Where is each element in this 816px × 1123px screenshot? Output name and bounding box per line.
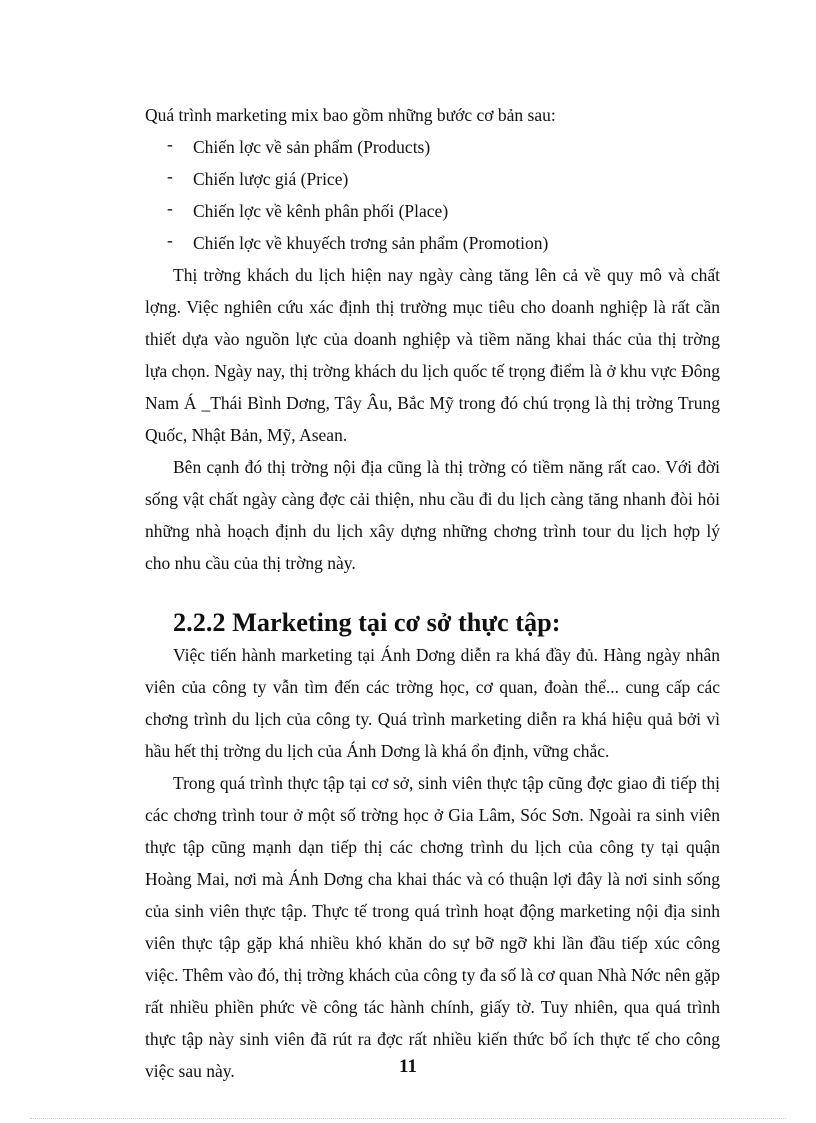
list-item-text: Chiến lợc về kênh phân phối (Place) xyxy=(193,201,449,221)
bullet-dash: - xyxy=(167,134,173,154)
list-item xyxy=(145,163,720,195)
paragraph-internship: Trong quá trình thực tập tại cơ sở, sinh viên thực tập cũng đợc giao đi tiếp thị các chơng trình tour ở một số trờng học ở Gia Lâm, Sóc Sơn. Ngoài ra sinh viên thực tập cũng mạnh dạn tiếp thị các chơng trình du lịch của công ty tại quận Hoàng Mai, nơi mà Ánh Dơng cha khai thác và có thuận lợi đây là nơi sinh sống của sinh viên thực tập. Thực tế trong quá trình hoạt động marketing nội địa sinh viên thực tập gặp khá nhiều khó khăn do sự bỡ ngỡ khi lần đầu tiếp xúc công việc. Thêm vào đó, thị trờng khách của công ty đa số là cơ quan Nhà Nớc nên gặp rất nhiều phiền phức về công tác hành chính, giấy tờ. Tuy nhiên, qua quá trình thực tập này sinh viên đã rút ra đợc rất nhiều kiến thức bổ ích thực tế cho công việc sau này. xyxy=(145,773,720,1081)
list-item xyxy=(145,131,720,163)
paragraph-marketing-practice: Việc tiến hành marketing tại Ánh Dơng diễn ra khá đầy đủ. Hàng ngày nhân viên của công ty vẫn tìm đến các trờng học, cơ quan, đoàn thể... cung cấp các chơng trình du lịch của công ty. Quá trình marketing diễn ra khá hiệu quả bởi vì hầu hết thị trờng du lịch của Ánh Dơng là khá ổn định, vững chắc. xyxy=(145,645,720,761)
page-number: 11 xyxy=(399,1056,417,1077)
list-item xyxy=(145,227,720,259)
list-item-text: Chiến lợc về khuyếch trơng sản phẩm (Promotion) xyxy=(193,233,549,253)
paragraph-market: Thị trờng khách du lịch hiện nay ngày càng tăng lên cả về quy mô và chất lợng. Việc nghiên cứu xác định thị trường mục tiêu cho doanh nghiệp là rất cần thiết dựa vào nguồn lực của doanh nghiệp và tiềm năng khai thác của thị trờng lựa chọn. Ngày nay, thị trờng khách du lịch quốc tế trọng điểm là ở khu vực Đông Nam Á _Thái Bình Dơng, Tây Âu, Bắc Mỹ trong đó chú trọng là thị trờng Trung Quốc, Nhật Bản, Mỹ, Asean. xyxy=(145,265,720,445)
paragraph-domestic: Bên cạnh đó thị trờng nội địa cũng là thị trờng có tiềm năng rất cao. Với đời sống vật chất ngày càng đợc cải thiện, nhu cầu đi du lịch càng tăng nhanh đòi hỏi những nhà hoạch định du lịch xây dựng những chơng trình tour du lịch hợp lý cho nhu cầu của thị trờng này. xyxy=(145,457,720,573)
footer-divider xyxy=(30,1118,786,1119)
bullet-dash: - xyxy=(167,166,173,186)
section-heading: 2.2.2 Marketing tại cơ sở thực tập: xyxy=(173,608,561,637)
bullet-dash: - xyxy=(167,198,173,218)
bullet-dash: - xyxy=(167,230,173,250)
list-item-text: Chiến lợc về sản phẩm (Products) xyxy=(193,137,431,157)
list-item-text: Chiến lược giá (Price) xyxy=(193,169,349,189)
intro-line: Quá trình marketing mix bao gồm những bước cơ bản sau: xyxy=(145,105,556,125)
page-body xyxy=(145,100,720,1087)
list-item xyxy=(145,195,720,227)
strategy-list xyxy=(145,131,720,259)
